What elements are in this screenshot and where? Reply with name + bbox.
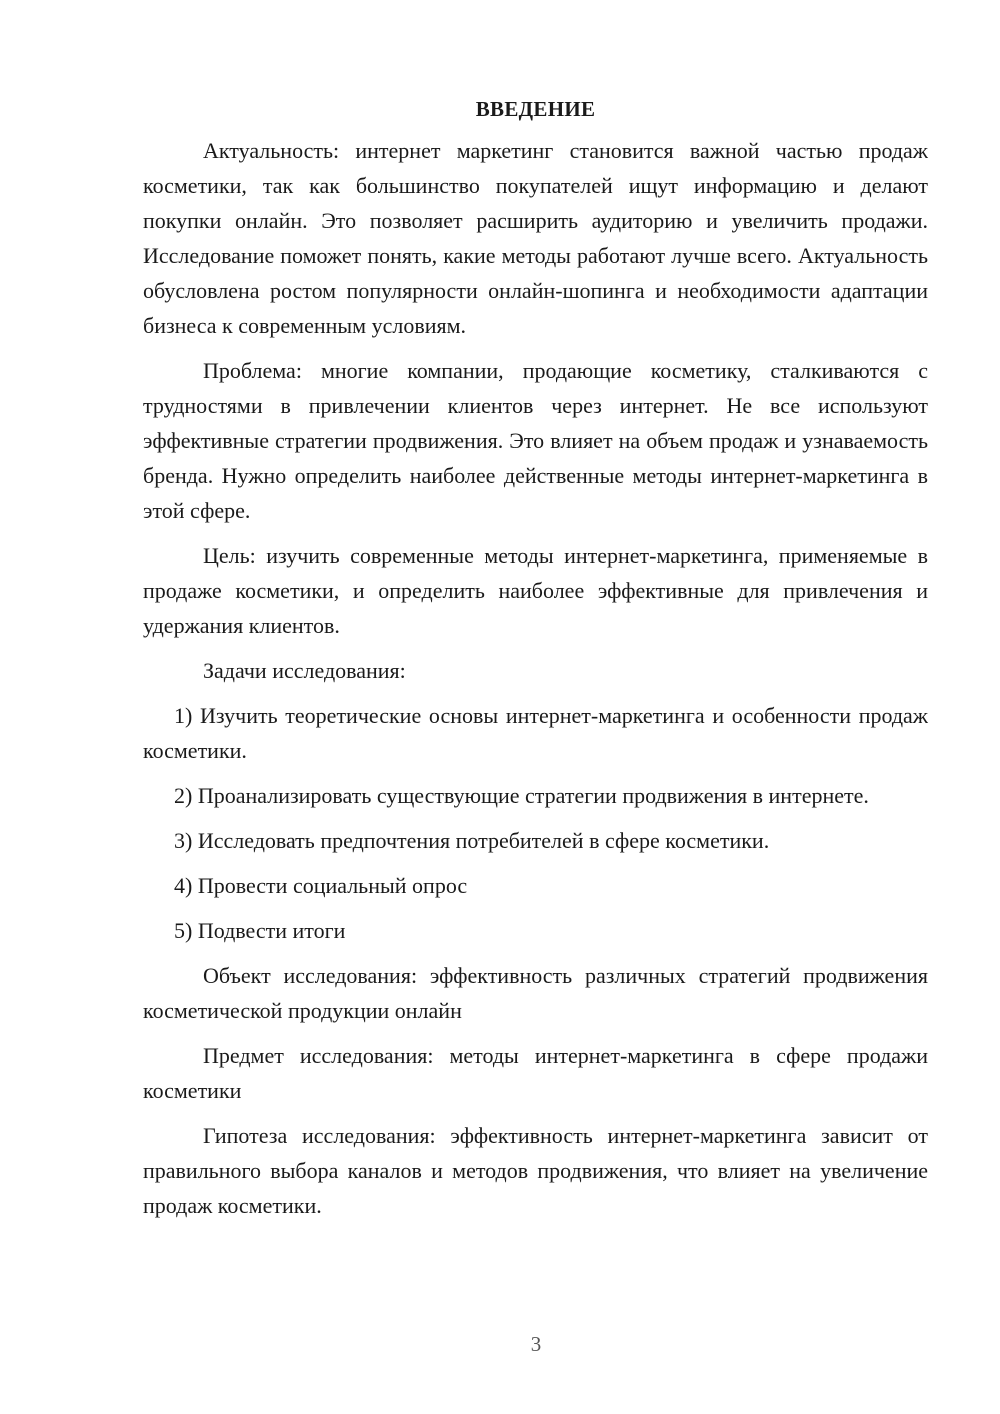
- page-title: ВВЕДЕНИЕ: [475, 97, 596, 121]
- list-item: 3) Исследовать предпочтения потребителей в сфере косметики.: [174, 828, 770, 853]
- list-item: 4) Провести социальный опрос: [174, 873, 468, 898]
- list-item: 5) Подвести итоги: [174, 918, 346, 943]
- page-number: 3: [530, 1332, 542, 1356]
- paragraph-object: Объект исследования: эффективность различных стратегий продвижения косметической продукции онлайн: [143, 963, 928, 1023]
- paragraph-relevance: Актуальность: интернет маркетинг становится важной частью продаж косметики, так как большинство покупателей ищут информацию и делают покупки онлайн. Это позволяет расширить аудиторию и увеличить продажи. Исследование поможет понять, какие методы работают лучше всего. Актуальность обусловлена ростом популярности онлайн-шопинга и необходимости адаптации бизнеса к современным условиям.: [143, 138, 928, 338]
- paragraph-problem: Проблема: многие компании, продающие косметику, сталкиваются с трудностями в привлечении клиентов через интернет. Не все используют эффективные стратегии продвижения. Это влияет на объем продаж и узнаваемость бренда. Нужно определить наиболее действенные методы интернет-маркетинга в этой сфере.: [143, 358, 928, 523]
- list-item: 2) Проанализировать существующие стратегии продвижения в интернете.: [174, 783, 869, 808]
- list-item: 1) Изучить теоретические основы интернет-маркетинга и особенности продаж косметики.: [143, 703, 928, 763]
- tasks-heading: Задачи исследования:: [203, 658, 406, 683]
- paragraph-goal: Цель: изучить современные методы интернет-маркетинга, применяемые в продаже косметики, и определить наиболее эффективные для привлечения и удержания клиентов.: [143, 543, 928, 638]
- paragraph-subject: Предмет исследования: методы интернет-маркетинга в сфере продажи косметики: [143, 1043, 928, 1103]
- document-page: [143, 94, 928, 1233]
- tasks-list: [143, 698, 928, 948]
- paragraph-hypothesis: Гипотеза исследования: эффективность интернет-маркетинга зависит от правильного выбора каналов и методов продвижения, что влияет на увеличение продаж косметики.: [143, 1123, 928, 1218]
